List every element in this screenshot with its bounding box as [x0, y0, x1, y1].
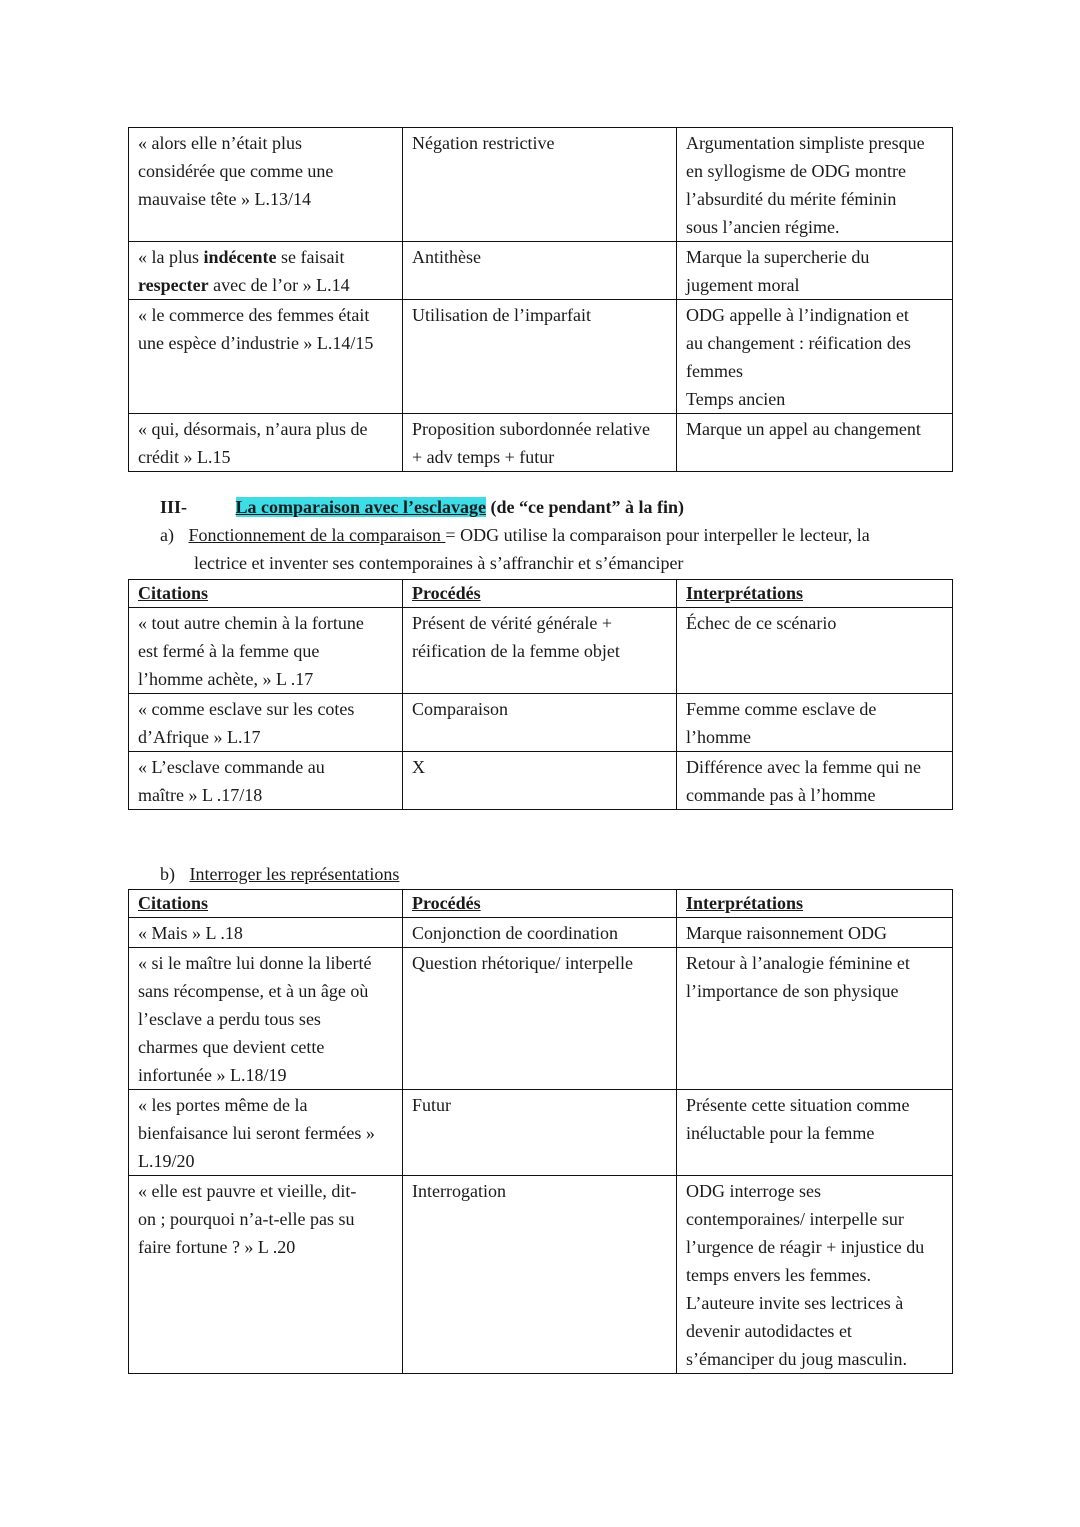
- procede-cell: Proposition subordonnée relative + adv temps + futur: [403, 414, 677, 472]
- header-interpretations: Interprétations: [677, 890, 953, 918]
- interpretation-cell: Marque raisonnement ODG: [677, 918, 953, 948]
- interpretation-cell: ODG interroge ses contemporaines/ interpelle sur l’urgence de réagir + injustice du temps envers les femmes. L’auteure invite ses lectrices à devenir autodidactes et s’émanciper du joug masculin.: [677, 1176, 953, 1374]
- citation-cell: « elle est pauvre et vieille, dit- on ; pourquoi n’a-t-elle pas su faire fortune ? » L .20: [129, 1176, 403, 1374]
- representations-table: [128, 889, 953, 1374]
- subsection-a-title: Fonctionnement de la comparaison: [188, 525, 446, 545]
- table-continuation: [128, 127, 953, 472]
- table-row: [129, 300, 953, 414]
- procede-cell: Interrogation: [403, 1176, 677, 1374]
- interpretation-cell: Retour à l’analogie féminine et l’importance de son physique: [677, 948, 953, 1090]
- subsection-a-text: = ODG utilise la comparaison pour interpeller le lecteur, la: [445, 525, 870, 545]
- table-row: [129, 694, 953, 752]
- citation-cell: « Mais » L .18: [129, 918, 403, 948]
- citation-cell: « le commerce des femmes était une espèce d’industrie » L.14/15: [129, 300, 403, 414]
- citation-cell: « L’esclave commande au maître » L .17/18: [129, 752, 403, 810]
- interpretation-cell: ODG appelle à l’indignation et au changement : réification des femmes Temps ancien: [677, 300, 953, 414]
- interpretation-cell: Différence avec la femme qui ne commande pas à l’homme: [677, 752, 953, 810]
- subsection-b: [160, 860, 399, 888]
- citation-cell: « tout autre chemin à la fortune est fermé à la femme que l’homme achète, » L .17: [129, 608, 403, 694]
- table-row: [129, 1176, 953, 1374]
- subsection-b-letter: b): [160, 864, 175, 884]
- table-row: [129, 1090, 953, 1176]
- procede-cell: Comparaison: [403, 694, 677, 752]
- interpretation-cell: Argumentation simpliste presque en syllogisme de ODG montre l’absurdité du mérite féminin sous l’ancien régime.: [677, 128, 953, 242]
- header-procedes: Procédés: [403, 890, 677, 918]
- interpretation-cell: Marque un appel au changement: [677, 414, 953, 472]
- header-citations: Citations: [129, 890, 403, 918]
- citation-cell: « les portes même de la bienfaisance lui seront fermées » L.19/20: [129, 1090, 403, 1176]
- citation-cell: « qui, désormais, n’aura plus de crédit » L.15: [129, 414, 403, 472]
- procede-cell: Antithèse: [403, 242, 677, 300]
- subsection-a: [160, 521, 870, 549]
- interpretation-cell: Marque la supercherie du jugement moral: [677, 242, 953, 300]
- citation-cell: « alors elle n’était plus considérée que comme une mauvaise tête » L.13/14: [129, 128, 403, 242]
- table-header-row: [129, 890, 953, 918]
- interpretation-cell: Femme comme esclave de l’homme: [677, 694, 953, 752]
- table-header-row: [129, 580, 953, 608]
- procede-cell: Présent de vérité générale + réification de la femme objet: [403, 608, 677, 694]
- table-row: [129, 752, 953, 810]
- citation-cell: « comme esclave sur les cotes d’Afrique » L.17: [129, 694, 403, 752]
- procede-cell: Conjonction de coordination: [403, 918, 677, 948]
- table-row: [129, 242, 953, 300]
- subsection-a-letter: a): [160, 525, 174, 545]
- section-subtitle: (de “ce pendant” à la fin): [485, 497, 684, 517]
- subsection-a-text-line2: lectrice et inventer ses contemporaines à s’affranchir et s’émanciper: [194, 553, 684, 573]
- section-heading: [160, 493, 684, 521]
- comparison-table: [128, 579, 953, 810]
- procede-cell: Question rhétorique/ interpelle: [403, 948, 677, 1090]
- table-row: [129, 414, 953, 472]
- procede-cell: Utilisation de l’imparfait: [403, 300, 677, 414]
- interpretation-cell: Échec de ce scénario: [677, 608, 953, 694]
- table-row: [129, 948, 953, 1090]
- header-interpretations: Interprétations: [677, 580, 953, 608]
- procede-cell: Négation restrictive: [403, 128, 677, 242]
- procede-cell: X: [403, 752, 677, 810]
- citation-cell: « la plus indécente se faisait respecter avec de l’or » L.14: [129, 242, 403, 300]
- subsection-b-title: Interroger les représentations: [189, 864, 400, 884]
- table-row: [129, 918, 953, 948]
- procede-cell: Futur: [403, 1090, 677, 1176]
- header-procedes: Procédés: [403, 580, 677, 608]
- table-row: [129, 608, 953, 694]
- citation-cell: « si le maître lui donne la liberté sans récompense, et à un âge où l’esclave a perdu tous ses charmes que devient cette infortunée » L.18/19: [129, 948, 403, 1090]
- header-citations: Citations: [129, 580, 403, 608]
- table-row: [129, 128, 953, 242]
- interpretation-cell: Présente cette situation comme inéluctable pour la femme: [677, 1090, 953, 1176]
- section-title: La comparaison avec l’esclavage: [235, 497, 486, 517]
- section-number: III-: [160, 497, 188, 517]
